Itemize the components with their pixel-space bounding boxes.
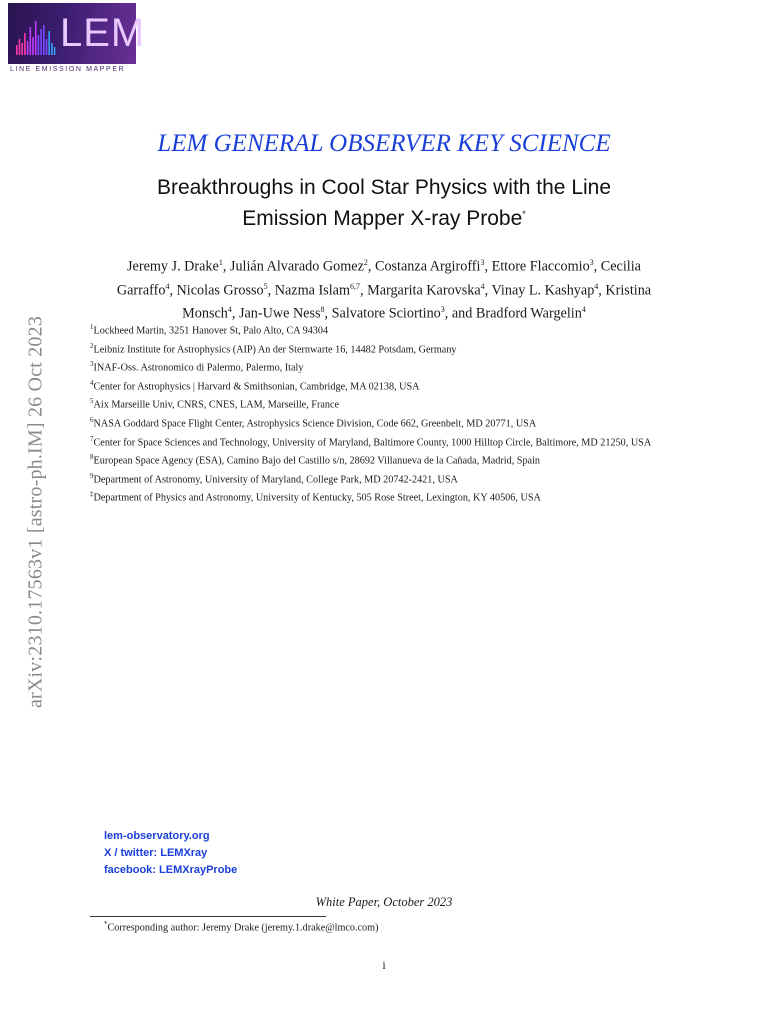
author-separator: ,: [222, 258, 230, 275]
series-heading: LEM GENERAL OBSERVER KEY SCIENCE: [157, 130, 611, 157]
footnote-text: Corresponding author: Jeremy Drake (jeremy.1.drake@lmco.com): [107, 922, 379, 934]
author-name: Nicolas Grosso: [176, 282, 264, 299]
spectrum-bar: [35, 21, 37, 55]
affiliation-item: [90, 469, 670, 488]
author-affiliation-mark: 4: [165, 281, 170, 291]
author-separator: , and: [444, 306, 476, 323]
affiliation-text: INAF-Oss. Astronomico di Palermo, Palermo, Italy: [93, 362, 304, 374]
spectrum-bar: [51, 43, 53, 55]
author-affiliation-mark: 1: [218, 258, 223, 267]
affiliation-list: [90, 320, 670, 506]
affiliation-mark: 8: [90, 453, 94, 462]
author-separator: ,: [169, 282, 177, 299]
author-affiliation-mark: 5: [263, 281, 268, 291]
author-affiliation-mark: 8: [320, 305, 325, 315]
author-name: Jan-Uwe Ness: [238, 306, 321, 323]
spectrum-bar: [27, 41, 29, 55]
affiliation-mark: 5: [90, 397, 94, 406]
author-name: Bradford Wargelin: [475, 306, 582, 323]
author-separator: ,: [359, 282, 368, 299]
author-affiliation-mark: 3: [440, 305, 445, 315]
affiliation-mark: 4: [90, 378, 94, 387]
spectrum-bar: [38, 35, 40, 55]
author-name: Costanza Argiroffi: [374, 258, 481, 275]
affiliation-text: Department of Physics and Astronomy, University of Kentucky, 505 Rose Street, Lexington, KY 40506, USA: [93, 492, 541, 504]
spectrum-bar: [30, 27, 32, 55]
affiliation-item: [90, 339, 670, 358]
title-line-1: Breakthroughs in Cool Star Physics with the Line: [156, 176, 612, 199]
affiliation-mark: 2: [90, 341, 94, 350]
affiliation-item: [90, 394, 670, 413]
author-name: Kristina Monsch: [182, 282, 652, 323]
author-affiliation-mark: 3: [589, 258, 594, 267]
author-affiliation-mark: 4: [581, 305, 586, 315]
spectrum-bar: [43, 25, 45, 55]
page-number: i: [382, 958, 386, 972]
affiliation-item: [90, 487, 670, 506]
author-separator: ,: [593, 258, 601, 275]
author-separator: ,: [367, 258, 375, 275]
author-affiliation-mark: 4: [480, 281, 485, 291]
contact-links: [104, 828, 237, 879]
author-name: Cecilia Garraffo: [116, 258, 641, 299]
paper-title: [90, 174, 678, 232]
affiliation-text: Leibniz Institute for Astrophysics (AIP) An der Sternwarte 16, 14482 Potsdam, Germany: [93, 343, 457, 355]
footnote: [104, 920, 378, 933]
affiliation-item: [90, 413, 670, 432]
author-name: Ettore Flaccomio: [491, 258, 590, 275]
author-name: Margarita Karovska: [367, 282, 481, 299]
author-name: Nazma Islam: [274, 282, 350, 299]
white-paper-date: White Paper, October 2023: [315, 895, 453, 909]
spectrum-bar: [46, 39, 48, 55]
contact-link[interactable]: lem-observatory.org: [104, 830, 210, 842]
footnote-rule: [90, 916, 326, 917]
affiliation-mark: 9: [90, 471, 94, 480]
author-separator: ,: [484, 282, 492, 299]
logo-wordmark: LEM: [60, 11, 146, 55]
author-separator: ,: [267, 282, 275, 299]
affiliation-text: Center for Astrophysics | Harvard & Smithsonian, Cambridge, MA 02138, USA: [93, 381, 420, 393]
title-footnote-mark: *: [522, 209, 526, 219]
affiliation-item: [90, 432, 670, 451]
author-name: Vinay L. Kashyap: [491, 282, 595, 299]
author-separator: ,: [598, 282, 606, 299]
spectrum-bar: [16, 45, 18, 55]
title-line-2: Emission Mapper X-ray Probe: [242, 207, 523, 230]
author-affiliation-mark: 4: [227, 305, 232, 315]
arxiv-identifier[interactable]: arXiv:2310.17563v1 [astro-ph.IM] 26 Oct 2023: [24, 315, 47, 709]
affiliation-mark: 1: [90, 323, 94, 331]
spectrum-bar: [19, 39, 21, 55]
author-separator: ,: [324, 306, 332, 323]
lem-logo: [8, 3, 146, 64]
spectrum-bar: [24, 33, 26, 55]
spectrum-bar: [54, 47, 56, 55]
affiliation-text: Center for Space Sciences and Technology, University of Maryland, Baltimore County, 1000 Hilltop Circle, Baltimore, MD 21250, USA: [93, 436, 652, 448]
affiliation-text: European Space Agency (ESA), Camino Bajo del Castillo s/n, 28692 Villanueva de la Cañada, Madrid, Spain: [93, 455, 541, 467]
logo-tagline: LINE EMISSION MAPPER: [10, 66, 126, 73]
affiliation-text: Department of Astronomy, University of Maryland, College Park, MD 20742-2421, USA: [93, 474, 458, 486]
affiliation-text: Aix Marseille Univ, CNRS, CNES, LAM, Marseille, France: [93, 399, 340, 411]
spectrum-bar: [21, 43, 23, 55]
author-separator: ,: [484, 258, 492, 275]
spectrum-bar: [48, 31, 50, 55]
contact-link[interactable]: X / twitter: LEMXray: [104, 847, 208, 859]
affiliation-item: [90, 450, 670, 469]
author-affiliation-mark: 6,7: [349, 281, 360, 291]
author-name: Julián Alvarado Gomez: [229, 258, 364, 275]
affiliation-mark: 6: [90, 415, 94, 424]
contact-link[interactable]: facebook: LEMXrayProbe: [104, 864, 238, 876]
affiliation-mark: 7: [90, 434, 94, 443]
author-affiliation-mark: 3: [480, 258, 485, 267]
author-separator: ,: [231, 306, 239, 323]
affiliation-mark: 3: [90, 360, 94, 369]
author-list: [100, 253, 668, 324]
affiliation-text: NASA Goddard Space Flight Center, Astrophysics Science Division, Code 662, Greenbelt, MD 20771, USA: [93, 418, 537, 430]
affiliation-item: [90, 357, 670, 376]
spectrum-bar: [40, 29, 42, 55]
affiliation-text: Lockheed Martin, 3251 Hanover St, Palo Alto, CA 94304: [93, 325, 329, 337]
author-name: Jeremy J. Drake: [127, 258, 219, 275]
affiliation-item: [90, 320, 670, 339]
spectrum-bar: [32, 37, 34, 55]
author-affiliation-mark: 4: [594, 281, 599, 291]
footnote-mark: *: [104, 920, 108, 928]
affiliation-item: [90, 376, 670, 395]
author-affiliation-mark: 2: [363, 258, 368, 267]
affiliation-mark: ‡: [90, 490, 94, 499]
author-name: Salvatore Sciortino: [331, 306, 441, 323]
